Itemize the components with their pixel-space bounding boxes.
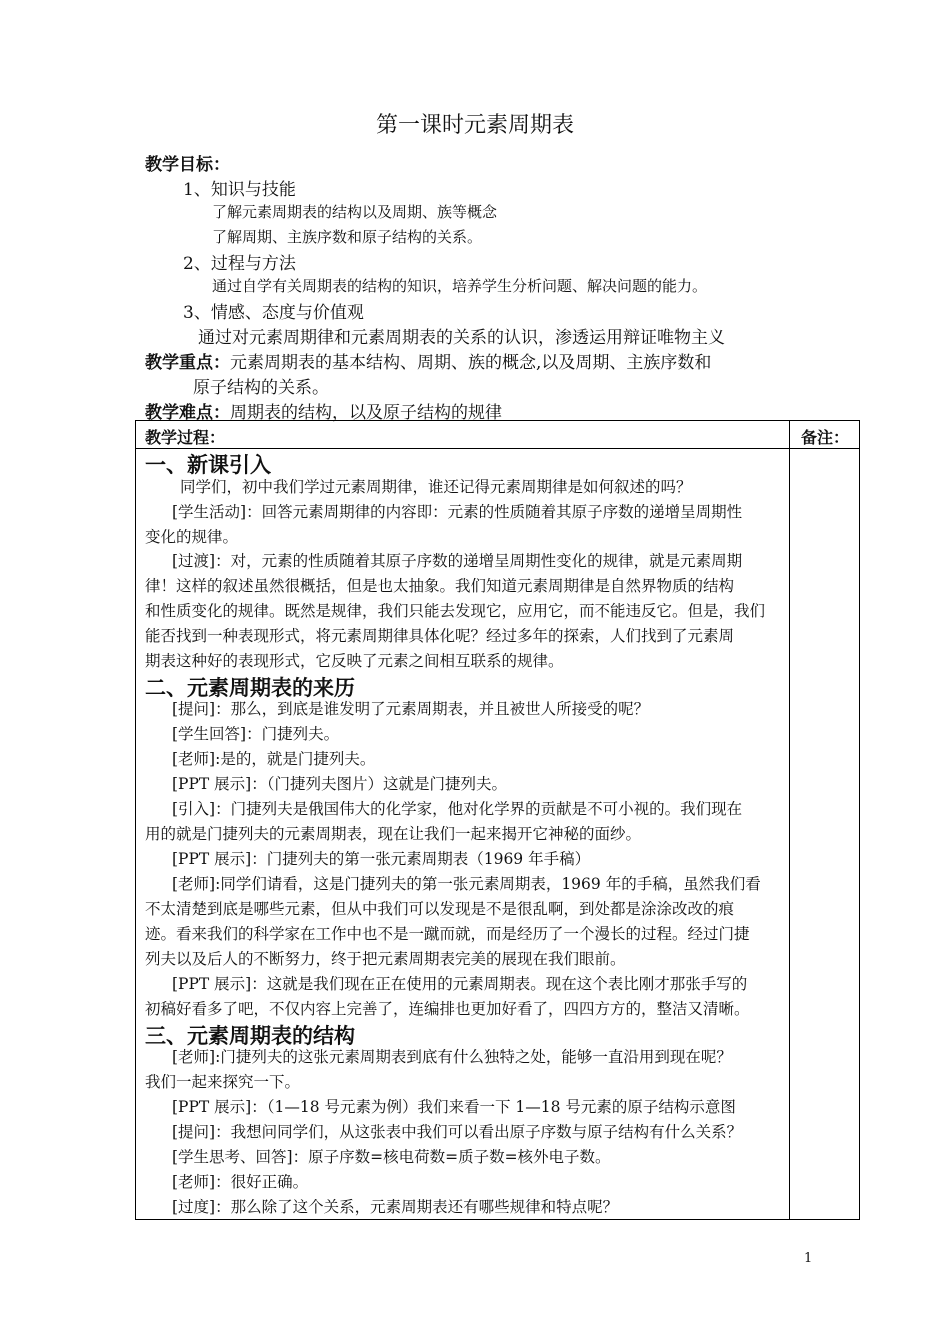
section-2-line: 初稿好看多了吧，不仅内容上完善了，连编排也更加好看了，四四方方的，整洁又清晰。 bbox=[145, 1000, 750, 1018]
section-3-line: [过度]：那么除了这个关系，元素周期表还有哪些规律和特点呢？ bbox=[172, 1198, 619, 1216]
section-3-line: [老师]:门捷列夫的这张元素周期表到底有什么独特之处，能够一直沿用到现在呢？ bbox=[172, 1048, 732, 1066]
section-2-line: [引入]：门捷列夫是俄国伟大的化学家，他对化学界的贡献是不可小视的。我们现在 bbox=[172, 800, 743, 818]
section-2-line: 迹。看来我们的科学家在工作中也不是一蹴而就，而是经历了一个漫长的过程。经过门捷 bbox=[145, 925, 750, 943]
column-divider bbox=[789, 421, 790, 1219]
section-1-heading: 一、新课引入 bbox=[145, 453, 271, 477]
objective-item-1-line-2: 了解周期、主族序数和原子结构的关系。 bbox=[212, 228, 483, 246]
section-1-line: 同学们，初中我们学过元素周期律，谁还记得元素周期律是如何叙述的吗？ bbox=[180, 478, 692, 496]
section-3-line: 我们一起来探究一下。 bbox=[145, 1073, 301, 1091]
key-points bbox=[145, 348, 711, 373]
section-1-line: 期表这种好的表现形式，它反映了元素之间相互联系的规律。 bbox=[145, 652, 564, 670]
objective-item-1: 1、知识与技能 bbox=[183, 180, 296, 200]
section-2-line: 不太清楚到底是哪些元素，但从中我们可以发现是不是很乱啊，到处都是涂涂改改的痕 bbox=[145, 900, 735, 918]
teaching-process-table bbox=[135, 420, 860, 1220]
section-2-line: 列夫以及后人的不断努力，终于把元素周期表完美的展现在我们眼前。 bbox=[145, 950, 626, 968]
objective-item-1-line-1: 了解元素周期表的结构以及周期、族等概念 bbox=[212, 203, 498, 221]
section-2-line: [提问]：那么，到底是谁发明了元素周期表，并且被世人所接受的呢？ bbox=[172, 700, 650, 718]
section-1-line: 能否找到一种表现形式，将元素周期律具体化呢？经过多年的探索，人们找到了元素周 bbox=[145, 627, 735, 645]
section-1-line: [学生活动]：回答元素周期律的内容即：元素的性质随着其原子序数的递增呈周期性 bbox=[172, 503, 743, 521]
section-3-heading: 三、元素周期表的结构 bbox=[145, 1024, 355, 1048]
notes-column-header: 备注： bbox=[801, 428, 850, 447]
difficulties-label: 教学难点： bbox=[145, 403, 230, 423]
section-2-line: [PPT 展示]：（门捷列夫图片）这就是门捷列夫。 bbox=[172, 775, 507, 793]
section-3-line: [学生思考、回答]：原子序数=核电荷数=质子数=核外电子数。 bbox=[172, 1148, 611, 1166]
objective-item-3: 3、情感、态度与价值观 bbox=[183, 303, 364, 323]
objective-item-2-line-1: 通过自学有关周期表的结构的知识，培养学生分析问题、解决问题的能力。 bbox=[212, 277, 708, 295]
section-2-line: [老师]:是的，就是门捷列夫。 bbox=[172, 750, 376, 768]
section-3-line: [PPT 展示]：（1—18 号元素为例）我们来看一下 1—18 号元素的原子结构示意图 bbox=[172, 1098, 736, 1116]
key-points-text: 元素周期表的基本结构、周期、族的概念,以及周期、主族序数和 bbox=[230, 353, 712, 373]
section-3-line: [老师]：很好正确。 bbox=[172, 1173, 309, 1191]
section-2-line: 用的就是门捷列夫的元素周期表，现在让我们一起来揭开它神秘的面纱。 bbox=[145, 825, 642, 843]
objectives-heading: 教学目标： bbox=[145, 155, 230, 175]
process-column-header: 教学过程： bbox=[145, 428, 226, 447]
objective-item-2: 2、过程与方法 bbox=[183, 254, 296, 274]
section-3-line: [提问]：我想问同学们，从这张表中我们可以看出原子序数与原子结构有什么关系？ bbox=[172, 1123, 743, 1141]
page-title: 第一课时元素周期表 bbox=[375, 113, 574, 138]
page-number: 1 bbox=[804, 1251, 813, 1266]
section-1-line: 律！这样的叙述虽然很概括，但是也太抽象。我们知道元素周期律是自然界物质的结构 bbox=[145, 577, 735, 595]
key-points-label: 教学重点： bbox=[145, 353, 230, 373]
section-2-line: [PPT 展示]：门捷列夫的第一张元素周期表（1969 年手稿） bbox=[172, 850, 591, 868]
section-2-heading: 二、元素周期表的来历 bbox=[145, 676, 355, 700]
section-1-line: 变化的规律。 bbox=[145, 528, 239, 546]
section-1-line: 和性质变化的规律。既然是规律，我们只能去发现它，应用它，而不能违反它。但是，我们 bbox=[145, 602, 766, 620]
section-2-line: [学生回答]：门捷列夫。 bbox=[172, 725, 340, 743]
difficulties-text: 周期表的结构，以及原子结构的规律 bbox=[230, 403, 502, 423]
section-2-line: [PPT 展示]：这就是我们现在正在使用的元素周期表。现在这个表比刚才那张手写的 bbox=[172, 975, 748, 993]
key-points-text-continued: 原子结构的关系。 bbox=[193, 378, 329, 398]
objective-item-3-line-1: 通过对元素周期律和元素周期表的关系的认识，渗透运用辩证唯物主义 bbox=[198, 328, 725, 348]
section-2-line: [老师]:同学们请看，这是门捷列夫的第一张元素周期表，1969 年的手稿，虽然我们看 bbox=[172, 875, 761, 893]
section-1-line: [过渡]：对，元素的性质随着其原子序数的递增呈周期性变化的规律，就是元素周期 bbox=[172, 552, 743, 570]
